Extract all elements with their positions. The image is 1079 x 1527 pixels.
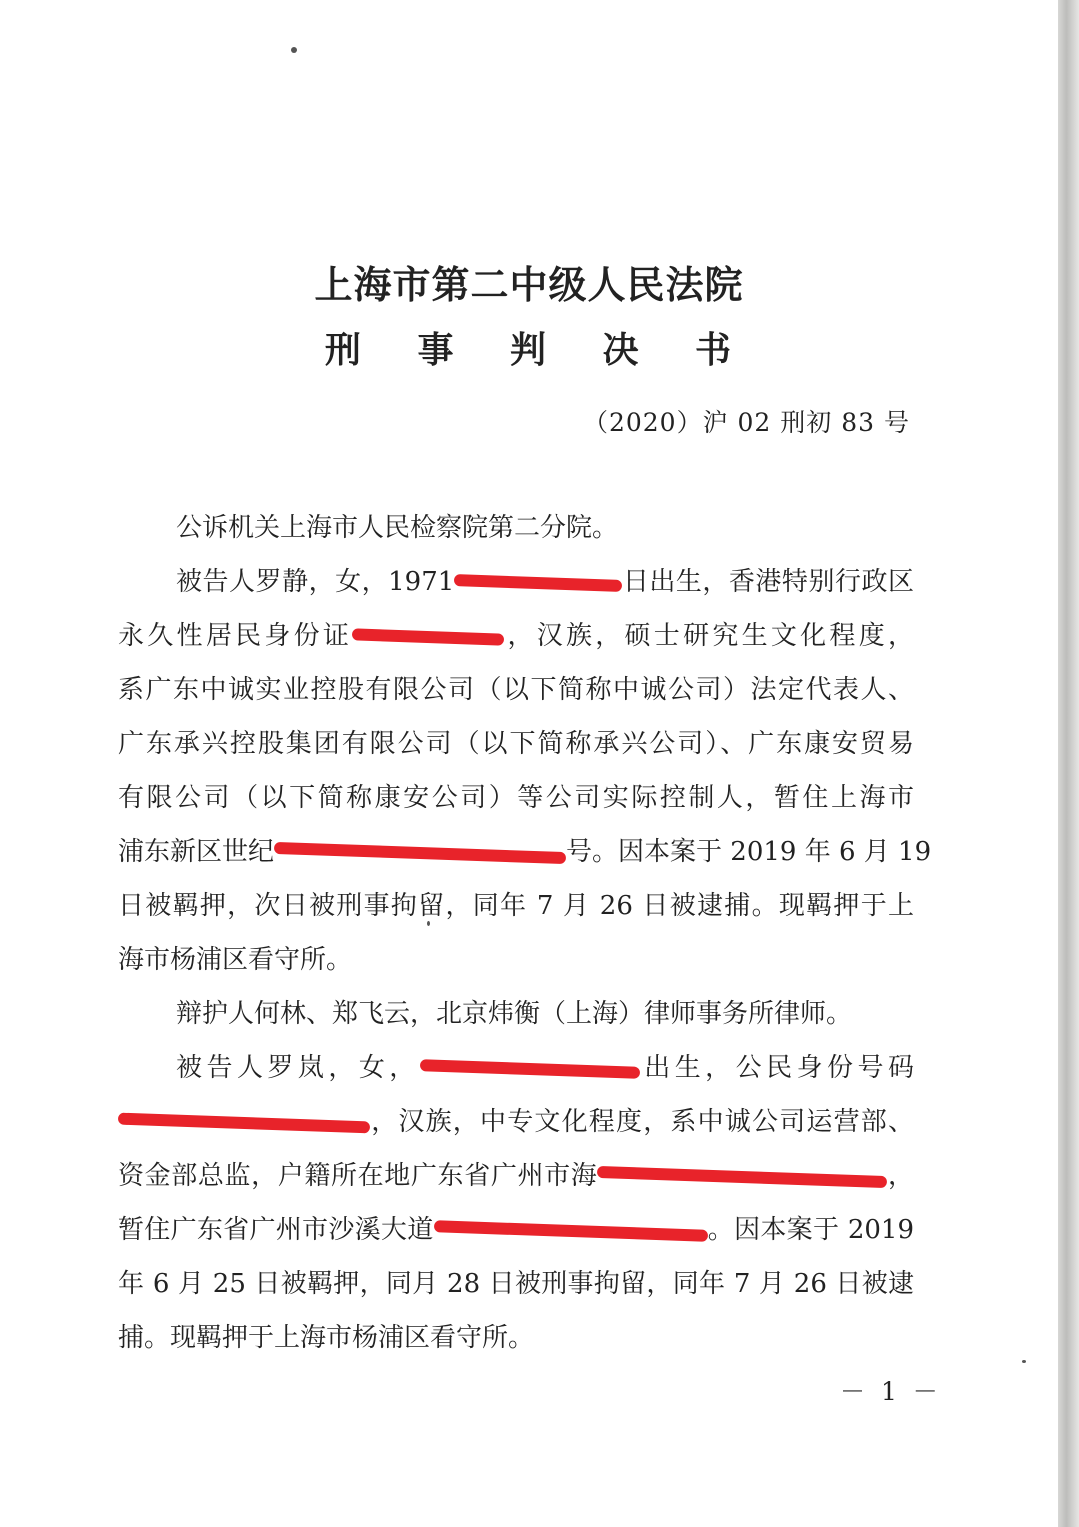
body-line: 资金部总监，户籍所在地广东省广州市海 ， [118,1161,914,1191]
body-line: 捕。现羁押于上海市杨浦区看守所。 [118,1323,535,1353]
redaction-mark [118,1113,370,1134]
court-name: 上海市第二中级人民法院 [314,262,744,307]
body-line: 被告人罗静，女，1971 日出生，香港特别行政区 [176,567,914,597]
page-edge-shadow [1058,0,1079,1527]
body-line: 公诉机关上海市人民检察院第二分院。 [176,513,619,543]
document-type: 刑 事 判 决 书 [324,329,754,371]
case-number: （2020）沪 02 刑初 83 号 [582,408,910,437]
scan-speck [291,47,297,53]
body-line: ，汉族，中专文化程度，系中诚公司运营部、 [118,1106,914,1138]
body-line: 辩护人何林、郑飞云，北京炜衡（上海）律师事务所律师。 [176,999,853,1029]
redaction-mark [420,1059,640,1079]
scan-speck [1022,1360,1026,1363]
body-line: 系广东中诚实业控股有限公司（以下简称中诚公司）法定代表人、 [118,675,914,705]
redaction-mark [274,842,566,864]
body-line: 广东承兴控股集团有限公司（以下简称承兴公司）、广东康安贸易 [118,729,914,759]
body-line: 海市杨浦区看守所。 [118,945,353,975]
body-line: 浦东新区世纪 号。因本案于 2019 年 6 月 19 [118,837,932,867]
body-line: 有限公司（以下简称康安公司）等公司实际控制人，暂住上海市 [118,783,914,813]
redaction-mark [597,1166,887,1188]
body-line: 暂住广东省广州市沙溪大道 。因本案于 2019 [118,1215,914,1245]
body-line: 日被羁押，次日被刑事拘留，同年 7 月 26 日被逮捕。现羁押于上 [118,891,914,921]
redaction-mark [454,574,622,592]
body-line: 被告人罗岚，女， 出生，公民身份号码 [176,1053,914,1083]
page-number: － 1 － [840,1377,942,1406]
body-line: 年 6 月 25 日被羁押，同月 28 日被刑事拘留，同年 7 月 26 日被逮 [118,1269,914,1299]
redaction-mark [433,1220,707,1242]
redaction-mark [352,628,504,645]
body-line: 永久性居民身份证 ，汉族，硕士研究生文化程度， [118,621,914,651]
